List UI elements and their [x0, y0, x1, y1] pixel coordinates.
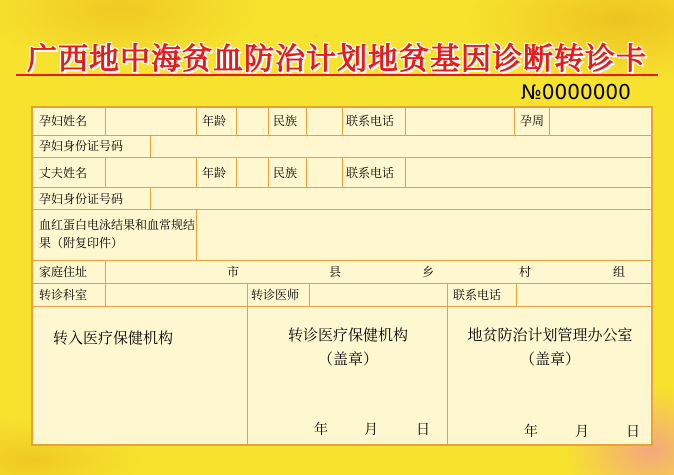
husband-id-input[interactable] — [154, 189, 648, 208]
cell-divider — [196, 209, 197, 260]
phone-label-2: 联系电话 — [453, 288, 502, 302]
title-underline — [16, 74, 658, 76]
referring-month-label: 月 — [364, 422, 378, 438]
pregnant-id-input[interactable] — [154, 137, 648, 156]
pregnant-name-input[interactable] — [109, 112, 193, 132]
address-group-input[interactable] — [535, 262, 611, 281]
cell-divider — [105, 157, 106, 187]
office-label: 地贫防治计划管理办公室 — [467, 326, 633, 344]
office-day-label: 日 — [626, 424, 640, 440]
pregnant-phone-input[interactable] — [409, 112, 511, 132]
pregnant-name-label: 孕妇姓名 — [39, 114, 88, 128]
row-divider — [33, 209, 651, 210]
gestation-week-input[interactable] — [553, 112, 647, 132]
husband-phone-label: 联系电话 — [346, 166, 395, 180]
row-divider — [33, 135, 651, 136]
referring-stamp-label: （盖章） — [317, 350, 378, 368]
gestation-week-label: 孕周 — [520, 114, 545, 128]
cell-divider — [342, 157, 343, 187]
referring-institution-label: 转诊医疗保健机构 — [287, 326, 408, 344]
cell-divider — [516, 283, 517, 306]
row-divider — [33, 187, 651, 188]
serial-number: №0000000 — [521, 80, 631, 104]
pregnant-id-label: 孕妇身份证号码 — [39, 139, 124, 153]
pregnant-ethnicity-input[interactable] — [309, 112, 340, 132]
cell-divider — [268, 108, 269, 135]
city-label: 市 — [227, 265, 240, 279]
cell-divider — [342, 108, 343, 135]
husband-name-input[interactable] — [109, 161, 193, 183]
referring-year-label: 年 — [314, 422, 328, 438]
cell-divider — [268, 157, 269, 187]
cell-divider — [405, 108, 406, 135]
cell-divider — [306, 157, 307, 187]
department-label: 转诊科室 — [39, 288, 88, 302]
phone-label: 联系电话 — [346, 114, 395, 128]
township-label: 乡 — [422, 265, 435, 279]
cell-divider — [447, 283, 448, 306]
transfer-in-institution-label: 转入医疗保健机构 — [53, 329, 174, 347]
hemoglobin-result-input[interactable] — [200, 212, 647, 257]
husband-id-label: 孕妇身份证号码 — [39, 192, 124, 206]
village-label: 村 — [519, 265, 532, 279]
cell-divider — [150, 135, 151, 157]
cell-divider — [105, 108, 106, 135]
cell-divider — [236, 108, 237, 135]
husband-ethnicity-input[interactable] — [309, 161, 340, 183]
address-township-input[interactable] — [345, 262, 417, 281]
office-month-label: 月 — [575, 424, 589, 440]
group-label: 组 — [613, 265, 626, 279]
row-divider — [33, 260, 651, 261]
card-title: 广西地中海贫血防治计划地贫基因诊断转诊卡 — [27, 42, 647, 77]
cell-divider — [309, 283, 310, 306]
doctor-phone-input[interactable] — [520, 285, 648, 304]
ethnicity-label: 民族 — [273, 114, 298, 128]
cell-divider — [105, 283, 106, 306]
cell-divider — [196, 157, 197, 187]
cell-divider — [405, 157, 406, 187]
cell-divider — [514, 108, 515, 135]
cell-divider — [247, 283, 248, 306]
husband-ethnicity-label: 民族 — [273, 166, 298, 180]
county-label: 县 — [329, 265, 342, 279]
cell-divider — [247, 306, 248, 444]
husband-age-label: 年龄 — [202, 166, 227, 180]
row-divider — [33, 306, 651, 307]
doctor-input[interactable] — [313, 285, 444, 304]
pregnant-age-input[interactable] — [239, 112, 266, 132]
row-divider — [33, 283, 651, 284]
cell-divider — [105, 260, 106, 283]
cell-divider — [447, 306, 448, 444]
address-city-input[interactable] — [109, 262, 219, 281]
address-county-input[interactable] — [243, 262, 325, 281]
husband-age-input[interactable] — [239, 161, 266, 183]
cell-divider — [196, 108, 197, 135]
doctor-label: 转诊医师 — [251, 288, 300, 302]
age-label: 年龄 — [202, 114, 227, 128]
office-year-label: 年 — [524, 424, 538, 440]
address-village-input[interactable] — [438, 262, 518, 281]
address-label: 家庭住址 — [39, 265, 88, 279]
referring-day-label: 日 — [416, 422, 430, 438]
office-stamp-label: （盖章） — [519, 350, 580, 368]
referral-form — [31, 106, 653, 446]
hemoglobin-label: 血红蛋白电泳结果和血常规结果（附复印件） — [39, 218, 196, 250]
husband-phone-input[interactable] — [409, 161, 647, 183]
cell-divider — [549, 108, 550, 135]
husband-name-label: 丈夫姓名 — [39, 166, 88, 180]
cell-divider — [306, 108, 307, 135]
department-input[interactable] — [109, 285, 244, 304]
cell-divider — [150, 187, 151, 209]
cell-divider — [236, 157, 237, 187]
